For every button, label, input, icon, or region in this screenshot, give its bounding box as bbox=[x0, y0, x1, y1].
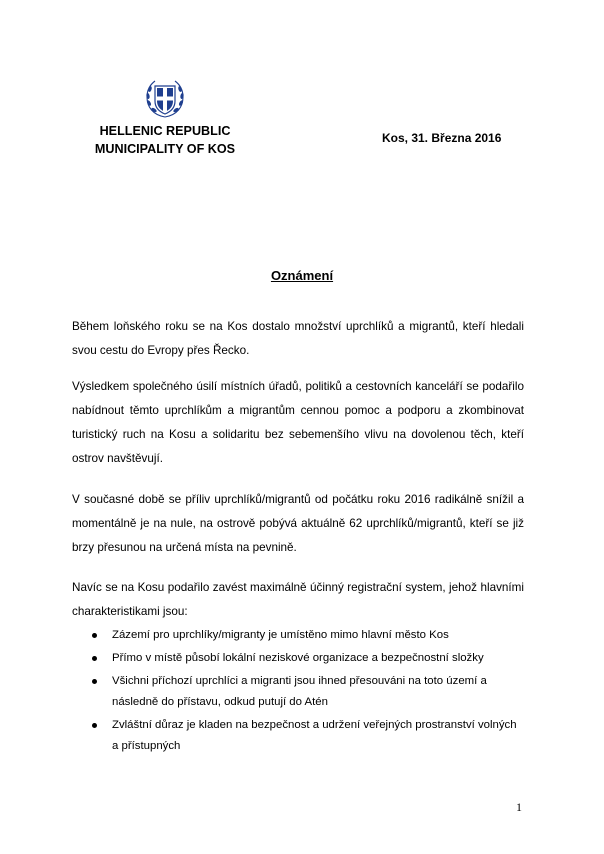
org-line-2: MUNICIPALITY OF KOS bbox=[94, 142, 236, 156]
list-item-text: Zvláštní důraz je kladen na bezpečnost a udržení veřejných prostranství volných a přístupných bbox=[112, 719, 517, 752]
paragraph-2: Výsledkem společného úsilí místních úřadů, politiků a cestovních kanceláří se podařilo nabídnout těmto uprchlíkům a migrantům cennou pomoc a podporu a zkombinovat turistický ruch na Kosu a solidaritu bez sebemenšího vlivu na dovolenou těch, kteří ostrov navštěvují. bbox=[72, 380, 524, 465]
bullet-icon bbox=[92, 656, 97, 661]
list-item bbox=[92, 715, 524, 757]
paragraph-3: V současné době se příliv uprchlíků/migrantů od počátku roku 2016 radikálně snížil a momentálně je na nule, na ostrově pobývá aktuálně 62 uprchlíků/migrantů, kteří se již brzy přesunou na určená místa na pevnině. bbox=[72, 493, 524, 554]
list-item bbox=[92, 625, 524, 646]
bullet-icon bbox=[92, 679, 97, 684]
org-line-1: HELLENIC REPUBLIC bbox=[99, 124, 231, 138]
greek-coat-of-arms-icon bbox=[143, 77, 187, 121]
list-item-text: Přímo v místě působí lokální neziskové organizace a bezpečnostní složky bbox=[112, 652, 484, 664]
list-item bbox=[92, 648, 524, 669]
paragraph-1: Během loňského roku se na Kos dostalo množství uprchlíků a migrantů, kteří hledali svou cestu do Evropy přes Řecko. bbox=[72, 320, 524, 357]
paragraph-4: Navíc se na Kosu podařilo zavést maximálně účinný registrační system, jehož hlavními charakteristikami jsou: bbox=[72, 581, 524, 618]
document-date: Kos, 31. Března 2016 bbox=[382, 131, 502, 145]
bullet-icon bbox=[92, 723, 97, 728]
bullet-icon bbox=[92, 633, 97, 638]
list-item bbox=[92, 671, 524, 713]
page-number: 1 bbox=[516, 800, 522, 814]
organization-name bbox=[84, 122, 246, 158]
list-item-text: Všichni příchozí uprchlíci a migranti jsou ihned přesouváni na toto území a následně do přístavu, odkud putují do Atén bbox=[112, 675, 487, 708]
bullet-list bbox=[92, 625, 524, 759]
list-item-text: Zázemí pro uprchlíky/migranty je umístěno mimo hlavní město Kos bbox=[112, 629, 449, 641]
document-title: Oznámení bbox=[270, 268, 334, 283]
